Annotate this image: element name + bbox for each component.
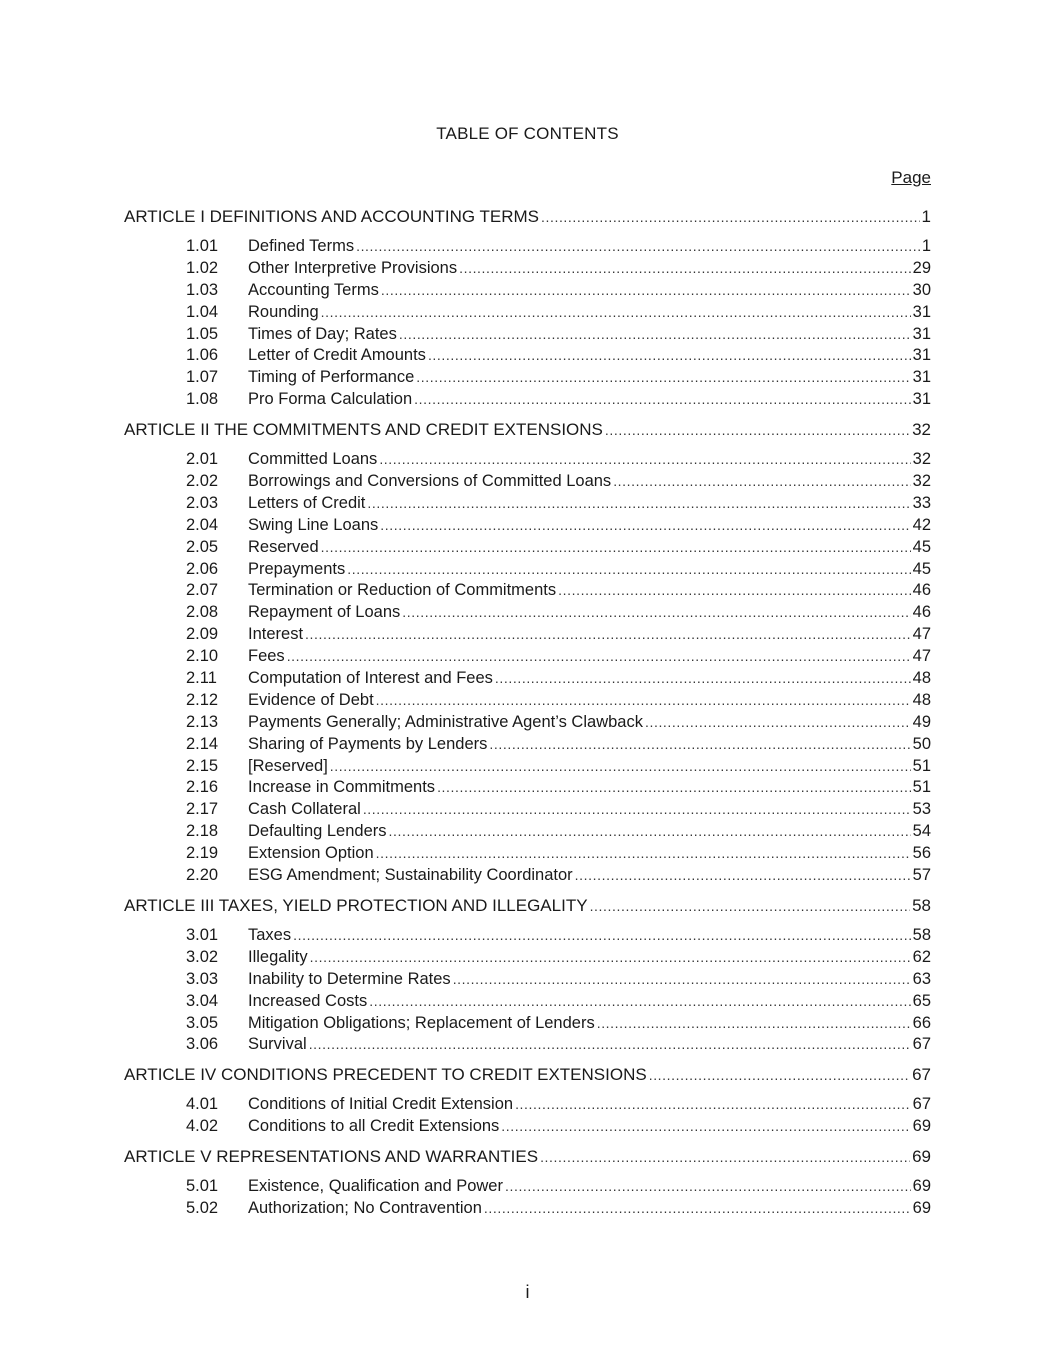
section-number: 1.06 xyxy=(186,346,219,365)
dot-leader xyxy=(330,758,911,774)
section-page-number: 50 xyxy=(912,734,931,753)
toc-section-entry[interactable] xyxy=(124,992,931,1014)
section-number: 3.03 xyxy=(186,969,219,988)
dot-leader xyxy=(597,1015,911,1031)
dot-leader xyxy=(293,927,911,943)
section-number: 2.08 xyxy=(186,603,219,622)
section-page-number: 53 xyxy=(912,800,931,819)
dot-leader xyxy=(489,736,910,752)
section-title: Letters of Credit xyxy=(248,493,366,512)
section-number: 4.01 xyxy=(186,1095,219,1114)
section-title: Prepayments xyxy=(248,559,346,578)
section-title: Increased Costs xyxy=(248,991,368,1010)
toc-section-entry[interactable] xyxy=(124,713,931,735)
dot-leader xyxy=(505,1178,911,1194)
section-title: [Reserved] xyxy=(248,756,328,775)
dot-leader xyxy=(645,714,911,730)
section-page-number: 69 xyxy=(912,1117,931,1136)
section-page-number: 49 xyxy=(912,712,931,731)
toc-section-entry[interactable] xyxy=(124,390,931,412)
section-title: Swing Line Loans xyxy=(248,515,379,534)
section-title: Increase in Commitments xyxy=(248,778,436,797)
section-title: Repayment of Loans xyxy=(248,603,401,622)
dot-leader xyxy=(367,495,910,511)
toc-section-entry[interactable] xyxy=(124,778,931,800)
section-page-number: 31 xyxy=(912,368,931,387)
section-list xyxy=(124,450,931,888)
toc-section-entry[interactable] xyxy=(124,1095,931,1117)
section-number: 1.05 xyxy=(186,324,219,343)
section-title: Survival xyxy=(248,1035,307,1054)
article-page-number: 32 xyxy=(912,420,931,440)
article-title: ARTICLE V REPRESENTATIONS AND WARRANTIES xyxy=(124,1147,539,1167)
section-number: 2.03 xyxy=(186,493,219,512)
section-number: 3.01 xyxy=(186,925,219,944)
toc-section-entry[interactable] xyxy=(124,1199,931,1221)
section-title: ESG Amendment; Sustainability Coordinator xyxy=(248,866,573,885)
section-page-number: 32 xyxy=(912,450,931,469)
section-title: Termination or Reduction of Commitments xyxy=(248,581,557,600)
section-number: 2.02 xyxy=(186,472,219,491)
section-page-number: 47 xyxy=(912,625,931,644)
section-title: Inability to Determine Rates xyxy=(248,969,451,988)
toc-section-entry[interactable] xyxy=(124,970,931,992)
section-page-number: 1 xyxy=(921,237,931,255)
section-list xyxy=(124,237,931,412)
dot-leader xyxy=(575,867,911,883)
section-page-number: 45 xyxy=(912,559,931,578)
section-title: Rounding xyxy=(248,302,319,321)
section-number: 1.07 xyxy=(186,368,219,387)
toc-section-entry[interactable] xyxy=(124,368,931,390)
dot-leader xyxy=(379,451,910,467)
section-page-number: 65 xyxy=(912,991,931,1010)
toc-section-entry[interactable] xyxy=(124,735,931,757)
dot-leader xyxy=(321,304,911,320)
toc-article-entry[interactable] xyxy=(124,420,931,444)
toc-section-entry[interactable] xyxy=(124,948,931,970)
section-title: Evidence of Debt xyxy=(248,690,374,709)
dot-leader xyxy=(309,1036,911,1052)
toc-section-entry[interactable] xyxy=(124,516,931,538)
section-title: Extension Option xyxy=(248,844,374,863)
section-number: 2.15 xyxy=(186,756,219,775)
page-title: TABLE OF CONTENTS xyxy=(436,124,619,143)
section-title: Conditions of Initial Credit Extension xyxy=(248,1095,514,1114)
section-page-number: 67 xyxy=(912,1095,931,1114)
dot-leader xyxy=(416,369,910,385)
section-number: 3.02 xyxy=(186,947,219,966)
section-title: Existence, Qualification and Power xyxy=(248,1177,503,1196)
toc-section-entry[interactable] xyxy=(124,281,931,303)
toc-section-entry[interactable] xyxy=(124,691,931,713)
dot-leader xyxy=(613,473,910,489)
dot-leader xyxy=(428,347,911,363)
section-page-number: 51 xyxy=(912,756,931,775)
toc-section-entry[interactable] xyxy=(124,647,931,669)
article-page-number: 58 xyxy=(912,895,931,915)
toc-section-entry[interactable] xyxy=(124,259,931,281)
dot-leader xyxy=(389,823,911,839)
toc-section-entry[interactable] xyxy=(124,538,931,560)
section-title: Accounting Terms xyxy=(248,280,379,299)
section-page-number: 47 xyxy=(912,647,931,666)
section-list xyxy=(124,1095,931,1139)
toc-section-entry[interactable] xyxy=(124,346,931,368)
section-number: 1.01 xyxy=(186,237,219,255)
article-title: ARTICLE III TAXES, YIELD PROTECTION AND ILLEGALITY xyxy=(124,895,588,915)
dot-leader xyxy=(459,260,911,276)
dot-leader xyxy=(287,648,911,664)
section-number: 2.16 xyxy=(186,778,219,797)
toc-section-entry[interactable] xyxy=(124,625,931,647)
page-column-label: Page xyxy=(891,168,931,187)
dot-leader xyxy=(649,1067,910,1083)
section-number: 2.17 xyxy=(186,800,219,819)
section-number: 1.08 xyxy=(186,390,219,409)
dot-leader xyxy=(605,422,910,438)
toc-article-entry[interactable] xyxy=(124,896,931,920)
section-page-number: 45 xyxy=(912,537,931,556)
toc-section-entry[interactable] xyxy=(124,1014,931,1036)
toc-section-entry[interactable] xyxy=(124,603,931,625)
article-title: ARTICLE II THE COMMITMENTS AND CREDIT EXTENSIONS xyxy=(124,420,603,440)
dot-leader xyxy=(305,626,911,642)
dot-leader xyxy=(541,209,920,225)
dot-leader xyxy=(558,582,911,598)
dot-leader xyxy=(495,670,911,686)
dot-leader xyxy=(363,801,911,817)
section-title: Illegality xyxy=(248,947,308,966)
toc-section-entry[interactable] xyxy=(124,866,931,888)
footer-page-number: i xyxy=(525,1282,530,1302)
toc-section-entry[interactable] xyxy=(124,844,931,866)
dot-leader xyxy=(453,971,911,987)
article-page-number: 67 xyxy=(912,1065,931,1085)
toc-article-entry[interactable] xyxy=(124,207,931,231)
toc-section-entry[interactable] xyxy=(124,303,931,325)
section-number: 2.07 xyxy=(186,581,219,600)
section-page-number: 32 xyxy=(912,472,931,491)
dot-leader xyxy=(590,898,911,914)
section-title: Defined Terms xyxy=(248,237,355,255)
toc-section-entry[interactable] xyxy=(124,237,931,259)
toc-section-entry[interactable] xyxy=(124,1177,931,1199)
section-title: Sharing of Payments by Lenders xyxy=(248,734,488,753)
section-page-number: 69 xyxy=(912,1177,931,1196)
dot-leader xyxy=(347,561,910,577)
section-page-number: 48 xyxy=(912,669,931,688)
section-title: Letter of Credit Amounts xyxy=(248,346,426,365)
section-page-number: 58 xyxy=(912,925,931,944)
section-title: Interest xyxy=(248,625,304,644)
toc-section-entry[interactable] xyxy=(124,1117,931,1139)
dot-leader xyxy=(515,1096,911,1112)
section-title: Committed Loans xyxy=(248,450,378,469)
section-number: 1.04 xyxy=(186,302,219,321)
section-page-number: 46 xyxy=(912,603,931,622)
article-page-number: 69 xyxy=(912,1147,931,1167)
section-number: 2.10 xyxy=(186,647,219,666)
section-number: 3.05 xyxy=(186,1013,219,1032)
section-number: 2.05 xyxy=(186,537,219,556)
section-title: Reserved xyxy=(248,537,319,556)
section-page-number: 31 xyxy=(912,346,931,365)
toc-section-entry[interactable] xyxy=(124,472,931,494)
section-number: 2.06 xyxy=(186,559,219,578)
section-title: Fees xyxy=(248,647,285,666)
section-page-number: 56 xyxy=(912,844,931,863)
section-page-number: 30 xyxy=(912,280,931,299)
dot-leader xyxy=(402,604,910,620)
section-page-number: 31 xyxy=(912,302,931,321)
toc-article-entry[interactable] xyxy=(124,1065,931,1089)
section-number: 4.02 xyxy=(186,1117,219,1136)
dot-leader xyxy=(414,391,910,407)
section-page-number: 29 xyxy=(912,258,931,277)
toc-section-entry[interactable] xyxy=(124,822,931,844)
section-page-number: 51 xyxy=(912,778,931,797)
section-title: Taxes xyxy=(248,925,292,944)
section-number: 2.04 xyxy=(186,515,219,534)
dot-leader xyxy=(310,949,911,965)
section-number: 3.06 xyxy=(186,1035,219,1054)
dot-leader xyxy=(399,326,911,342)
section-title: Payments Generally; Administrative Agent’s Clawback xyxy=(248,712,643,731)
dot-leader xyxy=(376,845,911,861)
section-title: Conditions to all Credit Extensions xyxy=(248,1117,500,1136)
section-number: 1.03 xyxy=(186,280,219,299)
article-page-number: 1 xyxy=(921,207,931,226)
section-page-number: 46 xyxy=(912,581,931,600)
section-number: 1.02 xyxy=(186,258,219,277)
toc-section-entry[interactable] xyxy=(124,581,931,603)
section-number: 2.18 xyxy=(186,822,219,841)
dot-leader xyxy=(484,1200,911,1216)
section-page-number: 48 xyxy=(912,690,931,709)
section-page-number: 69 xyxy=(912,1198,931,1217)
section-number: 2.09 xyxy=(186,625,219,644)
section-page-number: 42 xyxy=(912,515,931,534)
section-page-number: 54 xyxy=(912,822,931,841)
dot-leader xyxy=(369,993,910,1009)
section-number: 5.01 xyxy=(186,1177,219,1196)
section-page-number: 31 xyxy=(912,390,931,409)
section-title: Timing of Performance xyxy=(248,368,415,387)
section-number: 3.04 xyxy=(186,991,219,1010)
section-title: Mitigation Obligations; Replacement of Lenders xyxy=(248,1013,595,1032)
section-title: Other Interpretive Provisions xyxy=(248,258,458,277)
toc-section-entry[interactable] xyxy=(124,325,931,347)
section-title: Pro Forma Calculation xyxy=(248,390,413,409)
toc-section-entry[interactable] xyxy=(124,757,931,779)
toc-section-entry[interactable] xyxy=(124,800,931,822)
section-title: Authorization; No Contravention xyxy=(248,1198,482,1217)
section-list xyxy=(124,1177,931,1221)
section-page-number: 57 xyxy=(912,866,931,885)
dot-leader xyxy=(380,517,910,533)
dot-leader xyxy=(437,779,911,795)
dot-leader xyxy=(321,539,911,555)
toc-section-entry[interactable] xyxy=(124,560,931,582)
section-number: 2.11 xyxy=(186,669,217,688)
toc-article-entry[interactable] xyxy=(124,1147,931,1171)
section-page-number: 62 xyxy=(912,947,931,966)
section-list xyxy=(124,926,931,1057)
section-page-number: 67 xyxy=(912,1035,931,1054)
toc-section-entry[interactable] xyxy=(124,450,931,472)
section-title: Times of Day; Rates xyxy=(248,324,397,343)
dot-leader xyxy=(356,238,920,254)
section-number: 2.01 xyxy=(186,450,219,469)
section-page-number: 66 xyxy=(912,1013,931,1032)
toc-section-entry[interactable] xyxy=(124,1035,931,1057)
dot-leader xyxy=(381,282,911,298)
dot-leader xyxy=(376,692,911,708)
toc-section-entry[interactable] xyxy=(124,494,931,516)
dot-leader xyxy=(540,1149,910,1165)
section-number: 2.19 xyxy=(186,844,219,863)
section-title: Cash Collateral xyxy=(248,800,361,819)
section-page-number: 33 xyxy=(912,493,931,512)
section-number: 2.13 xyxy=(186,712,219,731)
table-of-contents xyxy=(124,207,931,1229)
section-number: 5.02 xyxy=(186,1198,219,1217)
article-title: ARTICLE IV CONDITIONS PRECEDENT TO CREDIT EXTENSIONS xyxy=(124,1065,647,1085)
section-number: 2.14 xyxy=(186,734,219,753)
toc-section-entry[interactable] xyxy=(124,926,931,948)
dot-leader xyxy=(501,1118,910,1134)
section-number: 2.12 xyxy=(186,690,219,709)
article-title: ARTICLE I DEFINITIONS AND ACCOUNTING TERMS xyxy=(124,207,539,226)
section-page-number: 63 xyxy=(912,969,931,988)
section-page-number: 31 xyxy=(912,324,931,343)
section-title: Borrowings and Conversions of Committed Loans xyxy=(248,472,612,491)
section-title: Computation of Interest and Fees xyxy=(248,669,493,688)
section-title: Defaulting Lenders xyxy=(248,822,387,841)
toc-section-entry[interactable] xyxy=(124,669,931,691)
section-number: 2.20 xyxy=(186,866,219,885)
